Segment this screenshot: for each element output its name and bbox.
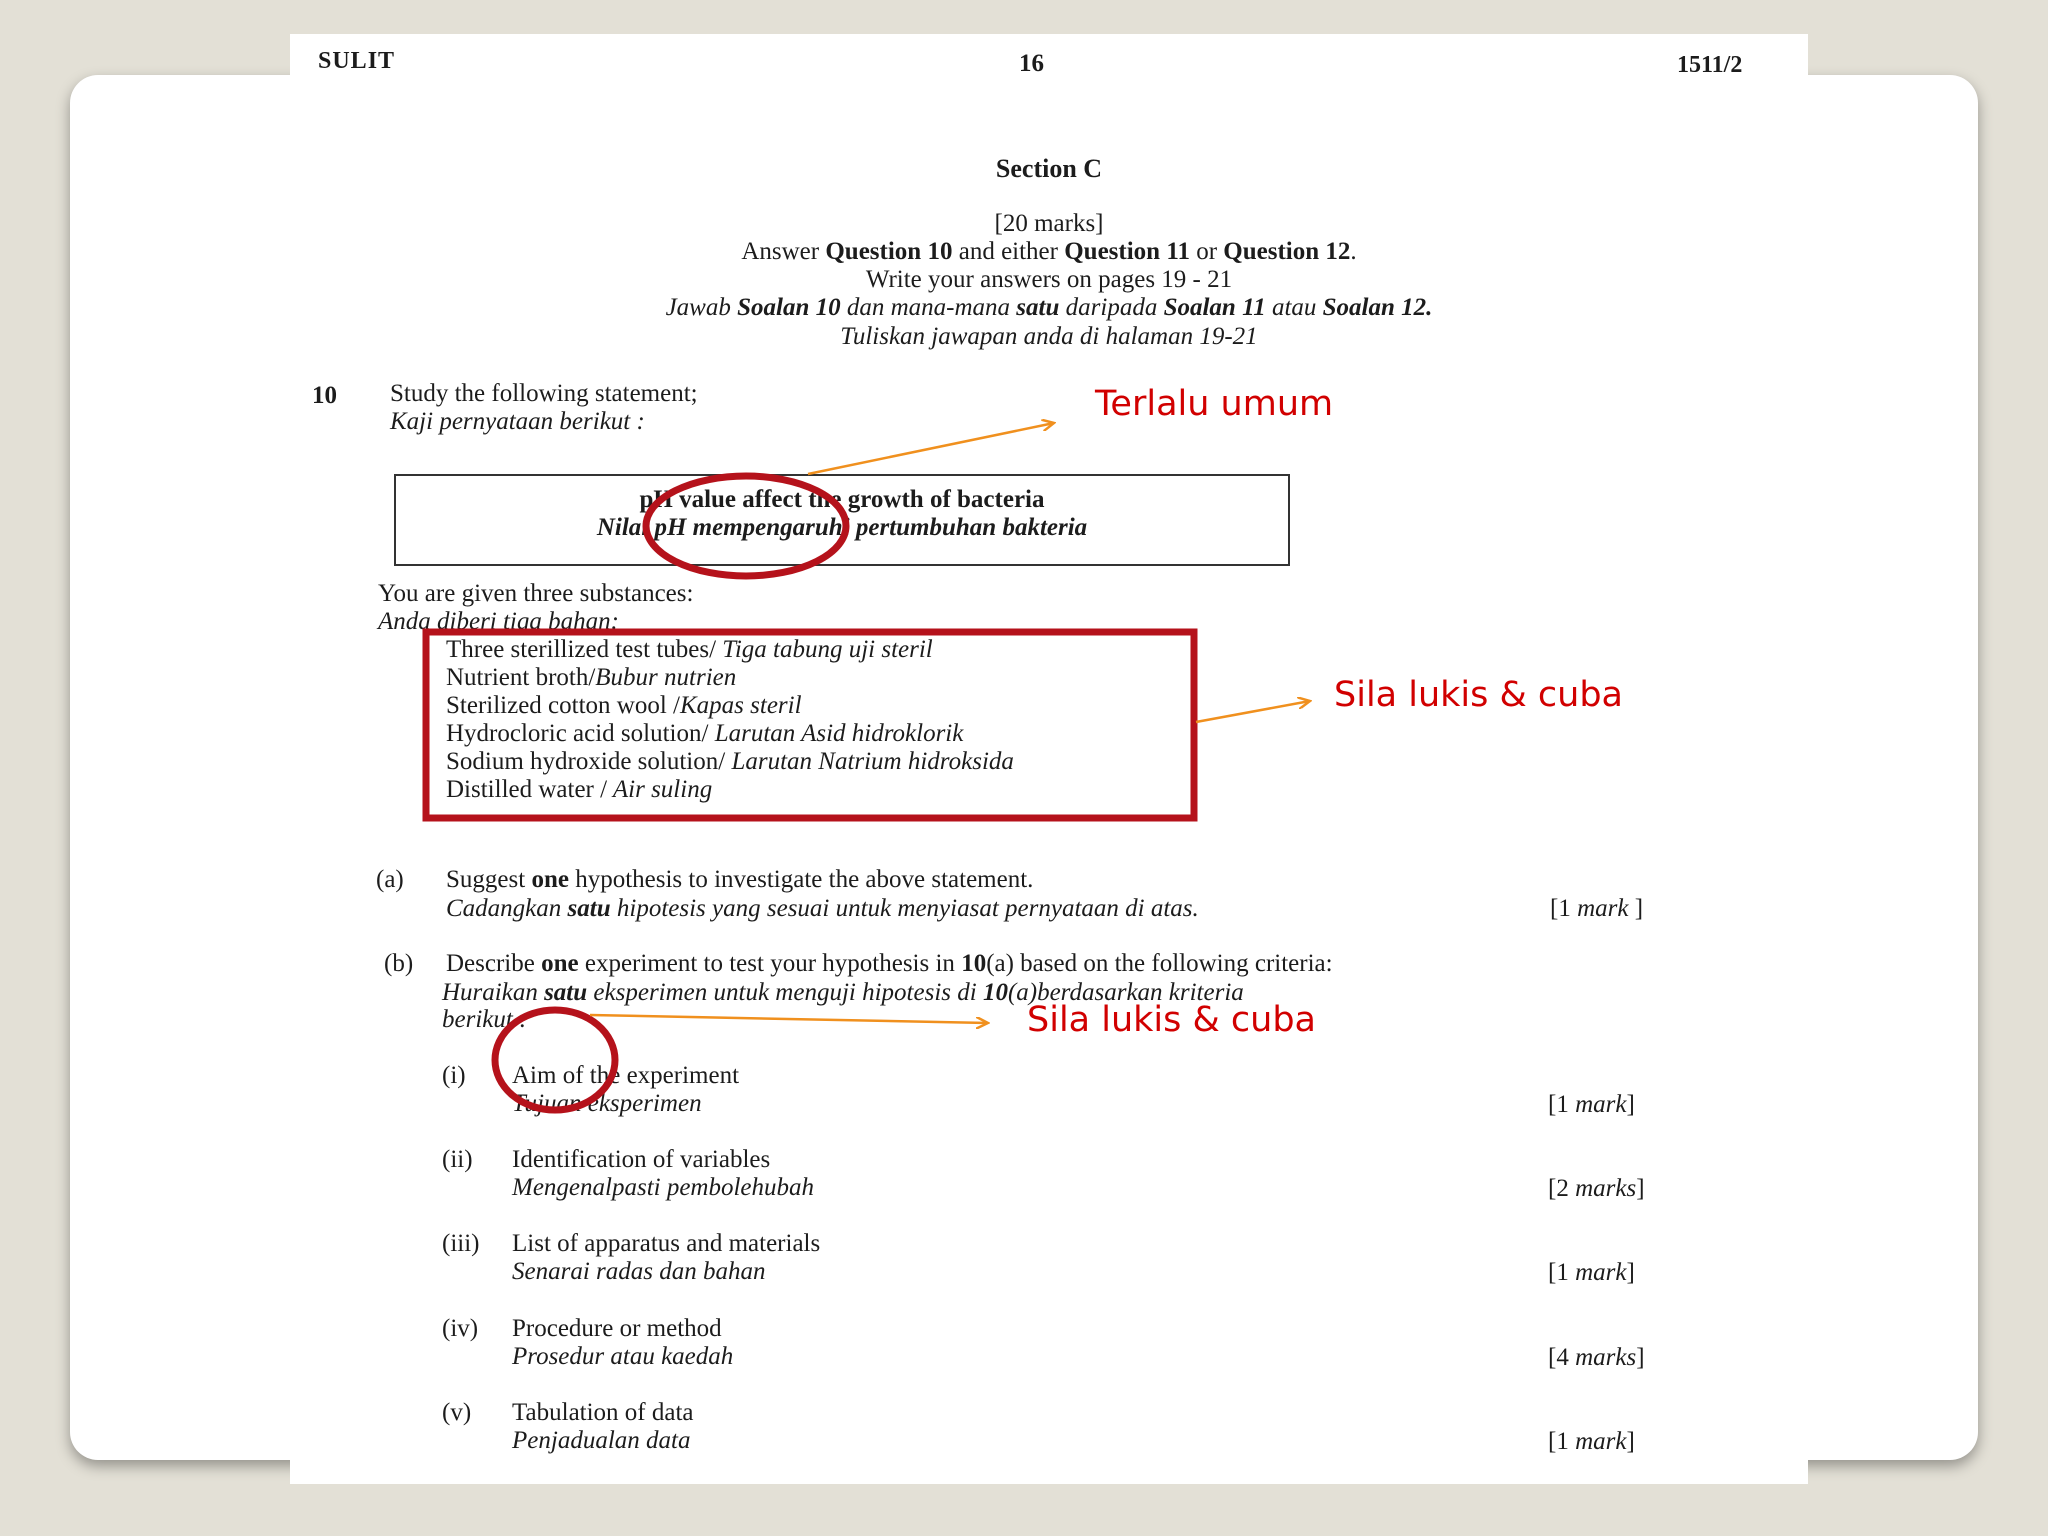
subpart-en: Aim of the experiment [512,1062,740,1089]
subpart-mark: [1 mark] [1548,1259,1635,1286]
section-pages-my: Tuliskan jawapan anda di halaman 19-21 [840,323,1258,350]
part-a-my: Cadangkan satu hipotesis yang sesuai untuk menyiasat pernyataan di atas. [446,895,1199,922]
annotation-note-sila-lukis: Sila lukis & cuba [1027,1000,1317,1040]
subpart-label: (iv) [442,1315,479,1342]
substance-item: Three sterillized test tubes/ Tiga tabung uji steril [446,636,933,663]
subpart-my: Penjadualan data [512,1427,691,1454]
subpart-mark: [1 mark] [1548,1091,1635,1118]
given-my: Anda diberi tiga bahan: [378,608,619,635]
statement-my: Nilai pH mempengaruhi pertumbuhan bakteria [596,514,1088,541]
part-b-my: Huraikan satu eksperimen untuk menguji hipotesis di 10(a)berdasarkan kriteria [442,979,1244,1006]
part-a-en: Suggest one hypothesis to investigate the above statement. [446,866,1034,893]
section-instruction-my: Jawab Soalan 10 dan mana-mana satu daripada Soalan 11 atau Soalan 12. [665,294,1433,321]
substance-item: Sodium hydroxide solution/ Larutan Natrium hidroksida [446,748,1014,775]
part-a-label: (a) [376,866,404,893]
subpart-en: Tabulation of data [512,1399,694,1426]
subpart-mark: [2 marks] [1548,1175,1645,1202]
part-b-en: Describe one experiment to test your hypothesis in 10(a) based on the following criteria: [446,950,1333,977]
header-sulit: SULIT [318,48,396,74]
subpart-label: (iii) [442,1230,480,1257]
section-pages-en: Write your answers on pages 19 - 21 [865,266,1233,293]
question-number: 10 [312,382,337,409]
substance-item: Distilled water / Air suling [446,776,713,803]
subpart-my: Senarai radas dan bahan [512,1258,766,1285]
subpart-mark: [4 marks] [1548,1344,1645,1371]
subpart-my: Tujuan eksperimen [512,1090,702,1117]
substance-item: Sterilized cotton wool /Kapas steril [446,692,802,719]
question-intro-my: Kaji pernyataan berikut : [390,408,645,435]
substance-item: Nutrient broth/Bubur nutrien [446,664,737,691]
part-a-mark: [1 mark ] [1550,895,1644,922]
subpart-label: (v) [442,1399,472,1426]
subpart-my: Mengenalpasti pembolehubah [512,1174,815,1201]
part-b-label: (b) [384,950,414,977]
substance-item: Hydrocloric acid solution/ Larutan Asid hidroklorik [446,720,964,747]
subpart-mark: [1 mark] [1548,1428,1635,1455]
exam-page [290,34,1808,1484]
subpart-label: (ii) [442,1146,473,1173]
annotation-note-sila-lukis: Sila lukis & cuba [1334,675,1624,715]
statement-en: pH value affect the growth of bacteria [639,486,1045,513]
statement-box [394,474,1290,566]
subpart-en: Identification of variables [512,1146,771,1173]
part-b-my-cont: berikut : [442,1006,528,1033]
section-title: Section C [995,154,1103,183]
subpart-en: Procedure or method [512,1315,722,1342]
question-intro-en: Study the following statement; [390,380,698,407]
subpart-my: Prosedur atau kaedah [512,1343,734,1370]
section-marks: [20 marks] [994,210,1104,237]
header-code: 1511/2 [1677,52,1743,78]
given-en: You are given three substances: [378,580,694,607]
subpart-en: List of apparatus and materials [512,1230,821,1257]
section-instruction-en: Answer Question 10 and either Question 11 or Question 12. [741,238,1357,265]
header-page-number: 16 [1019,50,1044,77]
subpart-label: (i) [442,1062,466,1089]
annotation-note-terlalu-umum: Terlalu umum [1095,384,1334,424]
